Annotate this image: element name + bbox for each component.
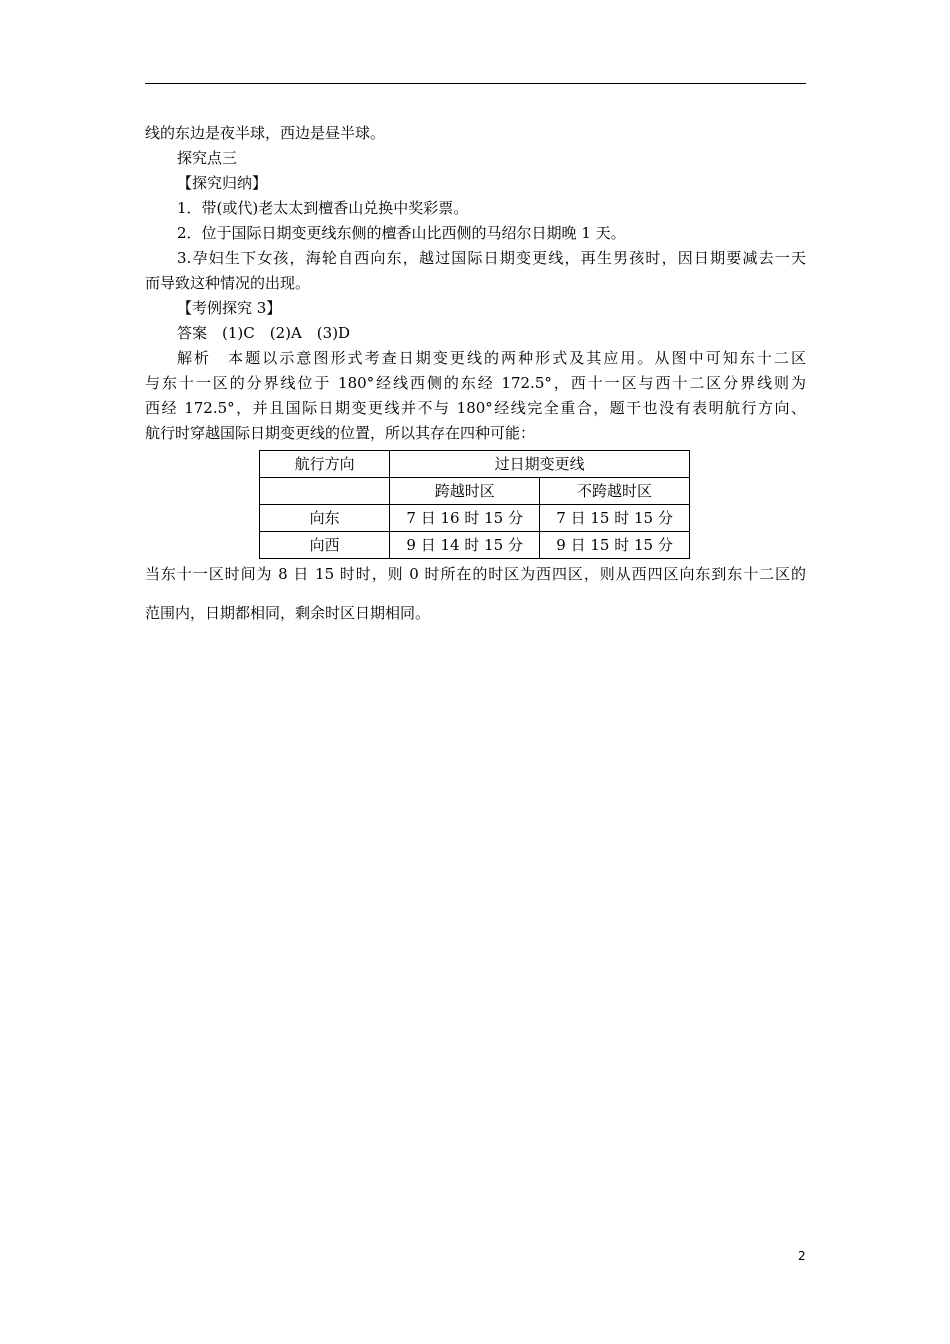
- table-row: [260, 505, 690, 532]
- analysis-line-4: 航行时穿越国际日期变更线的位置，所以其存在四种可能：: [145, 424, 536, 442]
- list-item-1: 1．带(或代)老太太到檀香山兑换中奖彩票。: [177, 199, 469, 217]
- list-item-3-line1: 3.孕妇生下女孩，海轮自西向东，越过国际日期变更线，再生男孩时，因日期要减去一天: [177, 249, 806, 267]
- table-cell-not-crossing: 7 日 15 时 15 分: [540, 505, 690, 532]
- answer-line: 答案 (1)C (2)A (3)D: [177, 324, 351, 342]
- section-heading: 探究点三: [177, 149, 238, 167]
- table-cell-direction: 向东: [260, 505, 390, 532]
- table-header-row: [260, 451, 690, 478]
- table-header-group: 过日期变更线: [390, 451, 690, 478]
- table-empty-cell: [260, 478, 390, 505]
- table-row: [260, 532, 690, 559]
- table-subheader-row: [260, 478, 690, 505]
- paragraph-line: 线的东边是夜半球，西边是昼半球。: [145, 124, 386, 142]
- date-line-table: [259, 450, 690, 559]
- table-cell-not-crossing: 9 日 15 时 15 分: [540, 532, 690, 559]
- list-item-2: 2．位于国际日期变更线东侧的檀香山比西侧的马绍尔日期晚 1 天。: [177, 224, 626, 242]
- table-cell-direction: 向西: [260, 532, 390, 559]
- analysis-line-3: 西经 172.5°，并且国际日期变更线并不与 180°经线完全重合，题干也没有表明航行方向、: [145, 399, 806, 417]
- table-subheader-not-crossing: 不跨越时区: [540, 478, 690, 505]
- analysis-line-1: 解析 本题以示意图形式考查日期变更线的两种形式及其应用。从图中可知东十二区: [177, 349, 806, 367]
- table-cell-crossing: 9 日 14 时 15 分: [390, 532, 540, 559]
- example-heading: 【考例探究 3】: [177, 299, 282, 317]
- header-rule: [145, 83, 806, 84]
- conclusion-line-2: 范围内，日期都相同，剩余时区日期相同。: [145, 604, 431, 622]
- table-cell-crossing: 7 日 16 时 15 分: [390, 505, 540, 532]
- list-item-3-line2: 而导致这种情况的出现。: [145, 274, 311, 292]
- analysis-line-2: 与东十一区的分界线位于 180°经线西侧的东经 172.5°，西十一区与西十二区分界线则为: [145, 374, 806, 392]
- conclusion-line-1: 当东十一区时间为 8 日 15 时时，则 0 时所在的时区为西四区，则从西四区向东到东十二区的: [145, 565, 806, 583]
- table-header-direction: 航行方向: [260, 451, 390, 478]
- subsection-heading: 【探究归纳】: [177, 174, 268, 192]
- page-number: 2: [798, 1249, 806, 1263]
- table-subheader-crossing: 跨越时区: [390, 478, 540, 505]
